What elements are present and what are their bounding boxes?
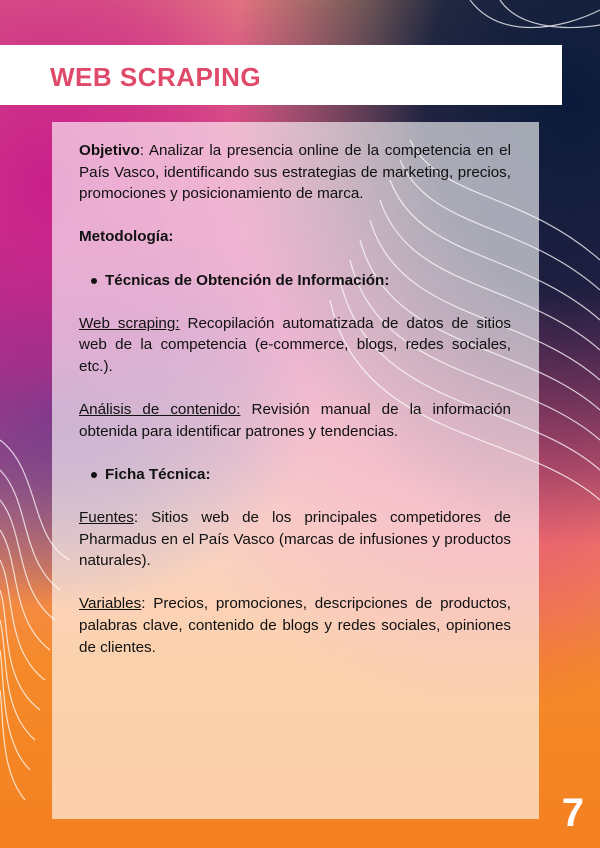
fuentes-paragraph — [79, 507, 511, 572]
objetivo-text: : Analizar la presencia online de la competencia en el País Vasco, identificando sus estrategias de marketing, precios, promociones y posicionamiento de marca. — [79, 142, 511, 203]
variables-text: : Precios, promociones, descripciones de productos, palabras clave, contenido de blogs y redes sociales, opiniones de clientes. — [79, 595, 511, 656]
analisis-text: Revisión manual de la información obtenida para identificar patrones y tendencias. — [79, 401, 511, 440]
fuentes-label: Fuentes — [79, 509, 134, 527]
web-scraping-text: Recopilación automatizada de datos de sitios web de la competencia (e-commerce, blogs, redes sociales, etc.). — [79, 314, 511, 375]
page-number: 7 — [561, 791, 584, 835]
metodologia-heading — [79, 226, 511, 248]
bullet-tecnicas — [79, 270, 511, 292]
variables-label: Variables — [79, 595, 142, 613]
variables-paragraph — [79, 593, 511, 658]
bullet-icon — [91, 278, 97, 284]
objetivo-label: Objetivo — [79, 142, 140, 159]
analisis-label: Análisis de contenido: — [79, 401, 241, 419]
analisis-paragraph — [79, 399, 511, 442]
tecnicas-heading: Técnicas de Obtención de Información: — [105, 271, 390, 289]
bullet-icon — [91, 472, 97, 478]
web-scraping-label: Web scraping: — [79, 314, 180, 332]
content-body — [79, 140, 511, 658]
objetivo-paragraph — [79, 140, 511, 205]
bullet-ficha — [79, 464, 511, 486]
metodologia-label: Metodología: — [79, 228, 174, 246]
fuentes-text: : Sitios web de los principales competidores de Pharmadus en el País Vasco (marcas de infusiones y productos naturales). — [79, 509, 511, 570]
page-title: WEB SCRAPING — [50, 62, 262, 92]
ficha-heading: Ficha Técnica: — [105, 465, 211, 483]
web-scraping-paragraph — [79, 313, 511, 378]
